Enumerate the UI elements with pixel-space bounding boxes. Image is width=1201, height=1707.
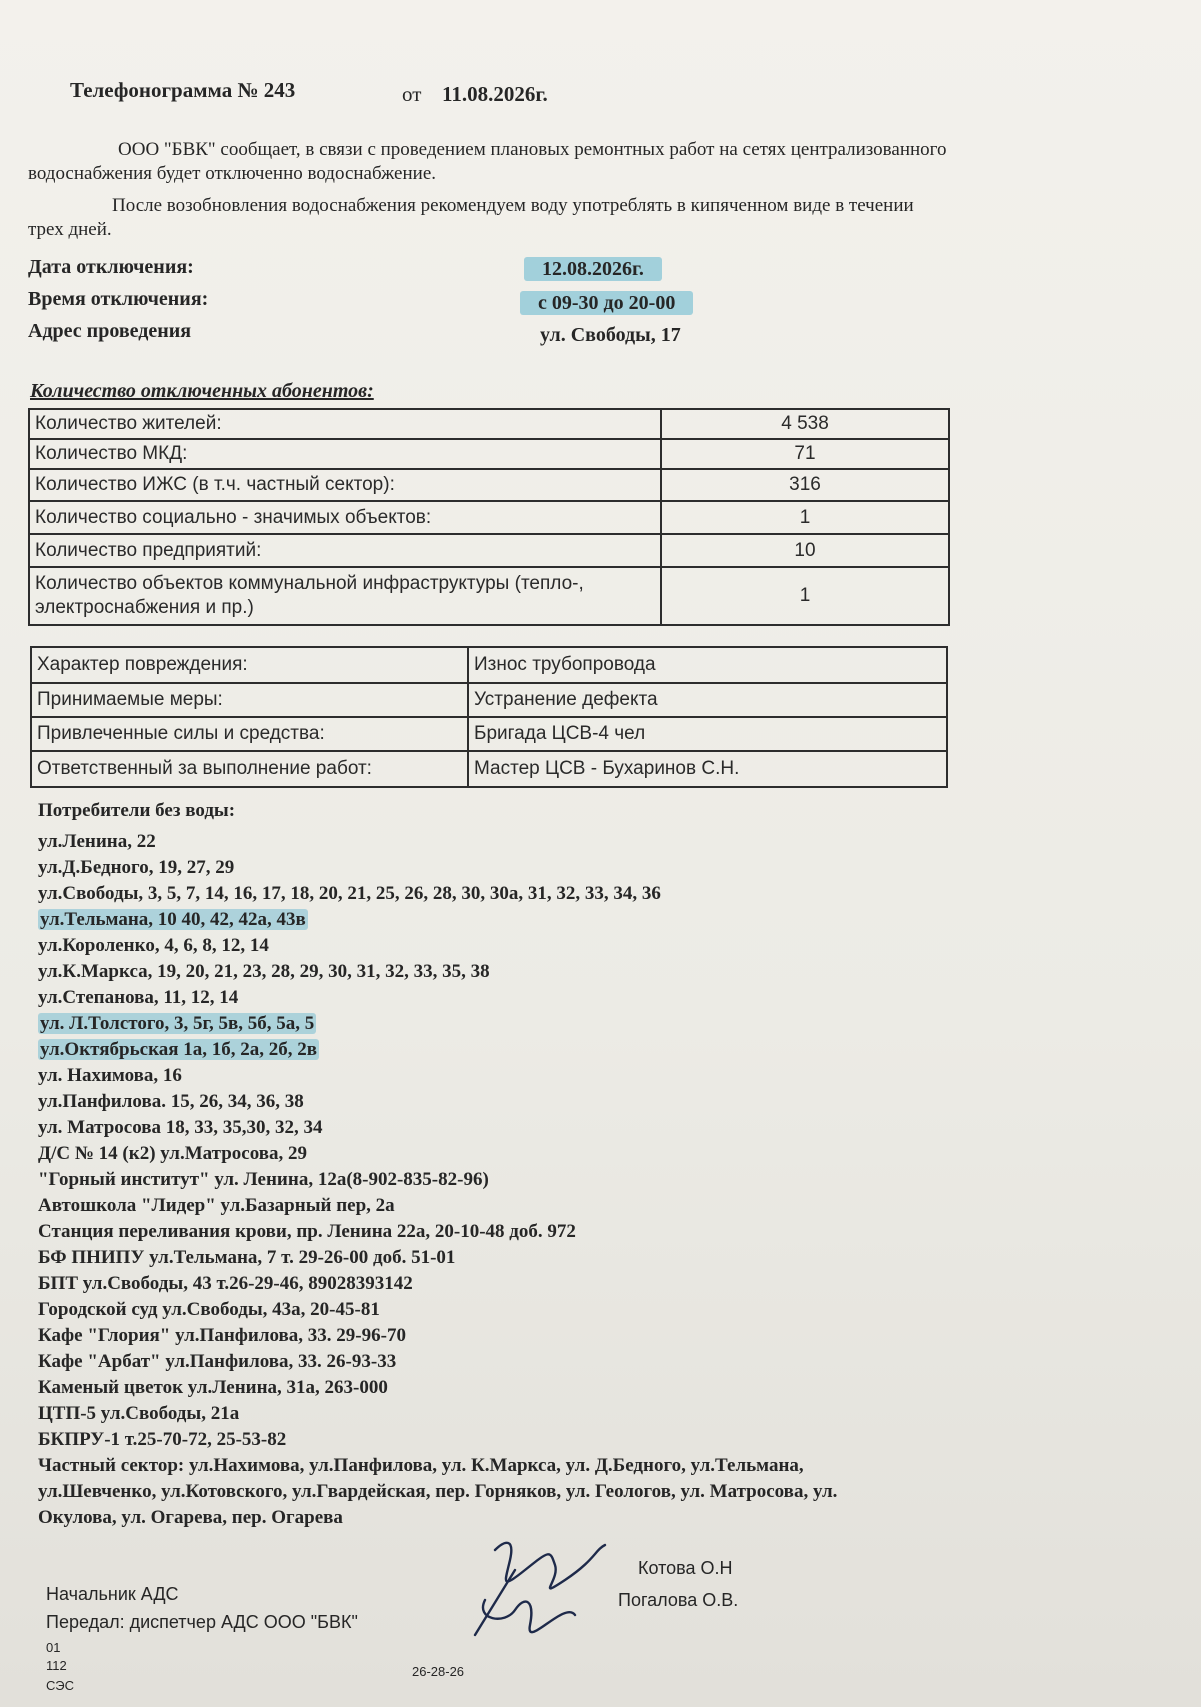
row-value: Мастер ЦСВ - Бухаринов С.Н. (468, 751, 947, 787)
list-item: Частный сектор: ул.Нахимова, ул.Панфилова, ул. К.Маркса, ул. Д.Бедного, ул.Тельмана, ул.Шевченко, ул.Котовского, ул.Гвардейская, пер. Горняков, ул. Геологов, ул. Матросова, ул. Окулова, ул. Огарева, пер. Огарева (38, 1455, 838, 1528)
row-value: 316 (661, 469, 949, 501)
table-row (29, 567, 949, 625)
distribution-line-1: 01 (46, 1640, 61, 1655)
table-row (31, 683, 947, 717)
list-item: ул.Степанова, 11, 12, 14 (38, 987, 239, 1008)
list-item: Автошкола "Лидер" ул.Базарный пер, 2а (38, 1195, 395, 1216)
row-value: 1 (661, 501, 949, 534)
shutoff-time-value: с 09-30 до 20-00 (520, 292, 693, 315)
date-from-label: от (402, 82, 422, 106)
row-label: Количество жителей: (29, 409, 661, 439)
list-item: ул.Октябрьская 1а, 1б, 2а, 2б, 2в (40, 1039, 318, 1060)
row-value: 1 (661, 567, 949, 625)
row-value: 71 (661, 439, 949, 469)
damage-details-table (30, 646, 948, 788)
consumers-list (38, 829, 1138, 1531)
list-item: "Горный институт" ул. Ленина, 12а(8-902-835-82-96) (38, 1169, 489, 1190)
table-row (29, 534, 949, 567)
document-title: Телефонограмма № 243 (70, 78, 296, 102)
signature-icon (455, 1530, 625, 1640)
row-value: Износ трубопровода (468, 647, 947, 683)
shutoff-date-value: 12.08.2026г. (524, 258, 662, 281)
contact-phone: 26-28-26 (412, 1664, 465, 1679)
row-value: Бригада ЦСВ-4 чел (468, 717, 947, 751)
row-value: Устранение дефекта (468, 683, 947, 717)
row-label: Характер повреждения: (31, 647, 468, 683)
list-item: ул.Свободы, 3, 5, 7, 14, 16, 17, 18, 20, 21, 25, 26, 28, 30, 30а, 31, 32, 33, 34, 36 (38, 883, 661, 904)
list-item: БПТ ул.Свободы, 43 т.26-29-46, 89028393142 (38, 1273, 413, 1294)
list-item: ул.Тельмана, 10 40, 42, 42а, 43в (40, 909, 306, 930)
list-item: ул.Д.Бедного, 19, 27, 29 (38, 857, 235, 878)
row-label: Принимаемые меры: (31, 683, 468, 717)
consumers-heading: Потребители без воды: (38, 800, 236, 821)
list-item: Д/С № 14 (к2) ул.Матросова, 29 (38, 1143, 307, 1164)
list-item: БКПРУ-1 т.25-70-72, 25-53-82 (38, 1429, 287, 1450)
table-row (31, 751, 947, 787)
list-item: ул. Матросова 18, 33, 35,30, 32, 34 (38, 1117, 323, 1138)
intro-paragraph-2: После возобновления водоснабжения рекомендуем воду употреблять в кипяченном виде в течении трех дней. (28, 195, 914, 240)
list-item: ул. Л.Толстого, 3, 5г, 5в, 5б, 5а, 5 (40, 1013, 315, 1034)
chief-name: Котова О.Н (638, 1558, 733, 1578)
list-item: Станция переливания крови, пр. Ленина 22а, 20-10-48 доб. 972 (38, 1221, 576, 1242)
list-item: Городской суд ул.Свободы, 43а, 20-45-81 (38, 1299, 380, 1320)
document-date: 11.08.2026г. (442, 82, 548, 106)
sender-label: Передал: диспетчер АДС ООО "БВК" (46, 1612, 358, 1632)
table-row (29, 439, 949, 469)
address-value: ул. Свободы, 17 (540, 324, 681, 346)
list-item: Кафе "Арбат" ул.Панфилова, 33. 26-93-33 (38, 1351, 397, 1372)
list-item: ул. Нахимова, 16 (38, 1065, 182, 1086)
row-value: 10 (661, 534, 949, 567)
sender-name: Погалова О.В. (618, 1590, 739, 1610)
subscribers-heading: Количество отключенных абонентов: (30, 380, 374, 402)
table-row (31, 717, 947, 751)
row-label: Ответственный за выполнение работ: (31, 751, 468, 787)
list-item: Кафе "Глория" ул.Панфилова, 33. 29-96-70 (38, 1325, 406, 1346)
list-item: ул.К.Маркса, 19, 20, 21, 23, 28, 29, 30, 31, 32, 33, 35, 38 (38, 961, 490, 982)
table-row (31, 647, 947, 683)
address-label: Адрес проведения (28, 320, 192, 342)
list-item: Каменый цветок ул.Ленина, 31а, 263-000 (38, 1377, 388, 1398)
list-item: ЦТП-5 ул.Свободы, 21а (38, 1403, 240, 1424)
table-row (29, 409, 949, 439)
table-row (29, 469, 949, 501)
row-label: Количество ИЖС (в т.ч. частный сектор): (29, 469, 661, 501)
row-label: Количество социально - значимых объектов: (29, 501, 661, 534)
list-item: ул.Ленина, 22 (38, 831, 156, 852)
distribution-line-2: 112 (46, 1658, 67, 1673)
row-label: Количество объектов коммунальной инфраструктуры (тепло-, электроснабжения и пр.) (29, 567, 661, 625)
row-label: Количество МКД: (29, 439, 661, 469)
shutoff-date-label: Дата отключения: (28, 256, 194, 278)
subscribers-table (28, 408, 950, 626)
intro-paragraph-1: ООО "БВК" сообщает, в связи с проведением плановых ремонтных работ на сетях централизованного водоснабжения будет отключенно водоснабжение. (28, 139, 947, 184)
list-item: ул.Короленко, 4, 6, 8, 12, 14 (38, 935, 269, 956)
row-value: 4 538 (661, 409, 949, 439)
distribution-line-3: СЭС (46, 1678, 74, 1693)
row-label: Привлеченные силы и средства: (31, 717, 468, 751)
chief-label: Начальник АДС (46, 1584, 179, 1604)
list-item: ул.Панфилова. 15, 26, 34, 36, 38 (38, 1091, 304, 1112)
row-label: Количество предприятий: (29, 534, 661, 567)
list-item: БФ ПНИПУ ул.Тельмана, 7 т. 29-26-00 доб. 51-01 (38, 1247, 456, 1268)
shutoff-time-label: Время отключения: (28, 288, 209, 310)
table-row (29, 501, 949, 534)
